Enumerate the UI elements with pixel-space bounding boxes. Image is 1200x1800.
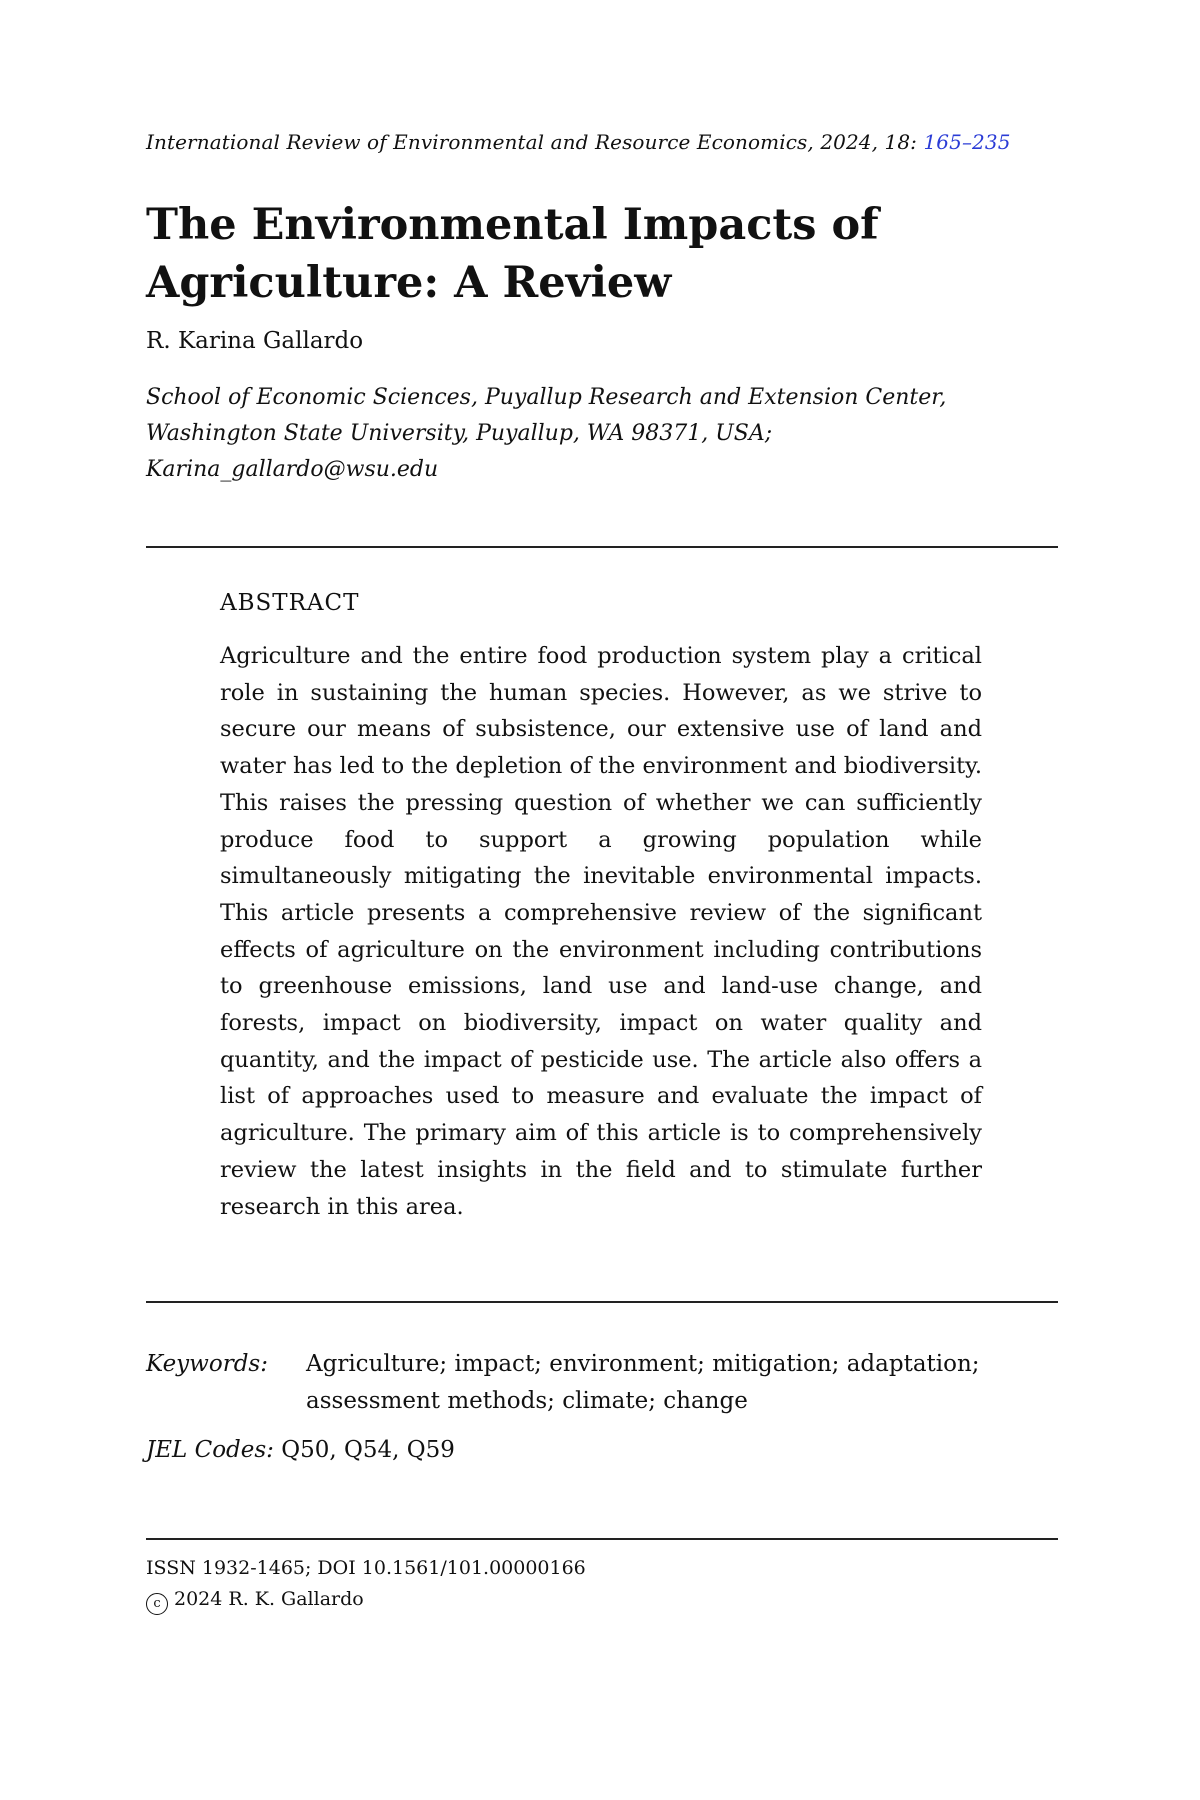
copyright-line [146,1584,586,1615]
issn-doi: ISSN 1932-1465; DOI 10.1561/101.00000166 [146,1557,586,1579]
author-email[interactable]: Karina_gallardo@wsu.edu [146,457,439,482]
journal-name: International Review of Environmental and Resource Economics, 2024, 18: [146,130,924,154]
affiliation-line-2: Washington State University, Puyallup, WA 98371, USA; [146,421,773,446]
copyright-text: 2024 R. K. Gallardo [174,1588,364,1610]
paper-page [146,0,1058,1800]
keywords-list: Agriculture; impact; environment; mitigation; adaptation; assessment methods; climate; change [306,1351,980,1414]
author-name: R. Karina Gallardo [146,328,364,354]
keywords-label: Keywords: [146,1351,268,1377]
jel-codes-list: Q50, Q54, Q59 [281,1437,455,1463]
abstract-top-divider [146,546,1058,548]
jel-codes-section [146,1437,455,1463]
jel-codes-label: JEL Codes: [146,1437,274,1463]
article-title: The Environmental Impacts of Agriculture: A Review [146,200,879,308]
abstract-text: Agriculture and the entire food production system play a critical role in sustaining the human species. However, as we strive to secure our means of subsistence, our extensive use of land and water has led to the depletion of the environment and biodiversity. This raises the pressing question of whether we can sufficiently produce food to support a growing population while simultaneously mitigating the inevitable environmental impacts. This article presents a comprehensive review of the significant effects of agriculture on the environment including contributions to greenhouse emissions, land use and land-use change, and forests, impact on biodiversity, impact on water quality and quantity, and the impact of pesticide use. The article also offers a list of approaches used to measure and evaluate the impact of agriculture. The primary aim of this article is to comprehensively review the latest insights in the field and to stimulate further research in this area. [220,643,982,1220]
abstract-bottom-divider [146,1301,1058,1303]
abstract-heading: ABSTRACT [220,590,360,616]
affiliation-line-1: School of Economic Sciences, Puyallup Research and Extension Center, [146,385,947,410]
journal-citation [146,130,1058,154]
author-affiliation [146,380,1058,488]
publication-footer [146,1553,586,1615]
footer-divider [146,1538,1058,1540]
page-range-link[interactable]: 165–235 [923,130,1011,154]
copyright-icon: c [146,1593,168,1615]
